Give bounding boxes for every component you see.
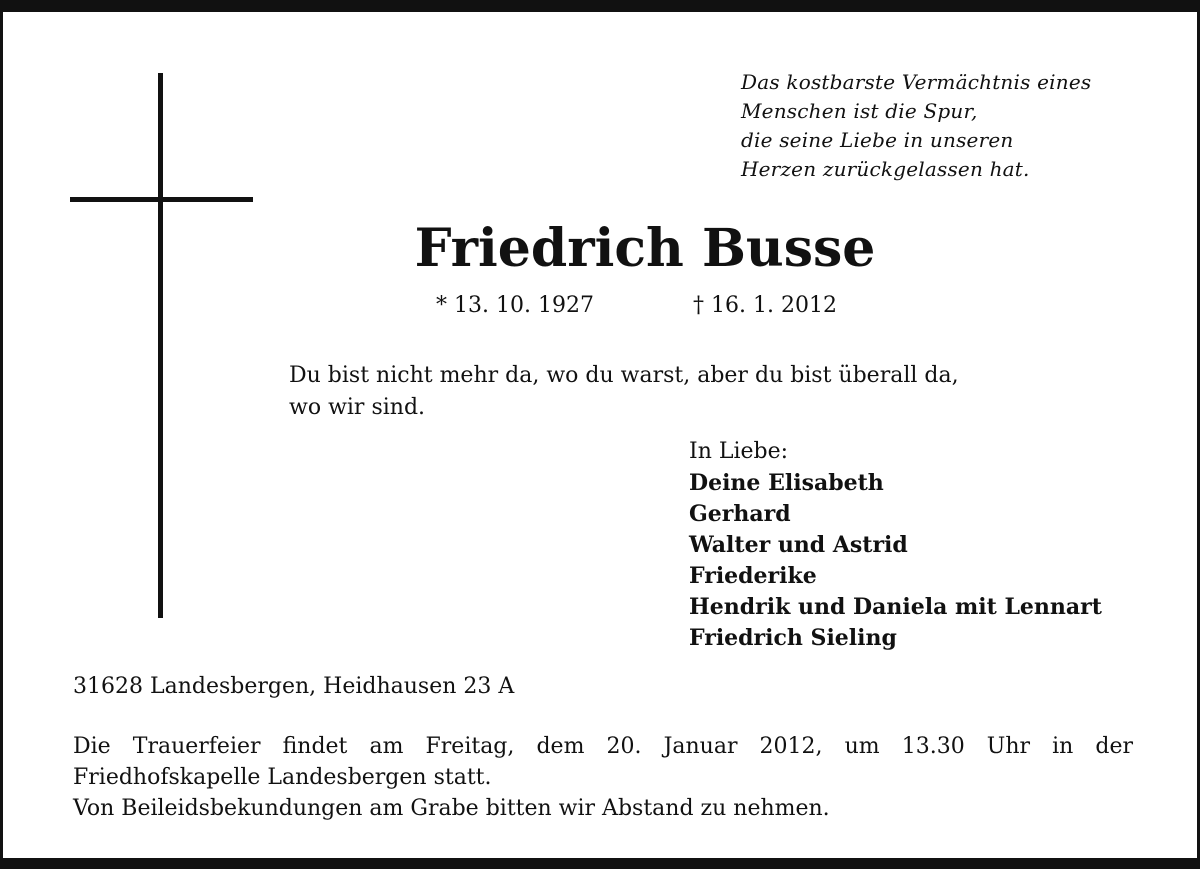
ceremony-line: Friedhofskapelle Landesbergen statt. <box>73 765 492 790</box>
quote-line: Das kostbarste Vermächtnis eines <box>741 70 1092 94</box>
mourner-name: Walter und Astrid <box>689 532 908 558</box>
saying-line: wo wir sind. <box>289 395 426 420</box>
quote-line: Herzen zurückgelassen hat. <box>741 157 1030 181</box>
mourner-name: Gerhard <box>689 501 791 527</box>
family-address: 31628 Landesbergen, Heidhausen 23 A <box>73 674 515 699</box>
memorial-saying <box>289 360 959 424</box>
mourner-name: Deine Elisabeth <box>689 470 884 496</box>
ceremony-line: Die Trauerfeier findet am Freitag, dem 20. Januar 2012, um 13.30 Uhr in der <box>73 734 1133 759</box>
memorial-quote <box>741 68 1191 184</box>
birth-date: * 13. 10. 1927 <box>436 293 594 318</box>
quote-line: Menschen ist die Spur, <box>741 99 978 123</box>
saying-line: Du bist nicht mehr da, wo du warst, aber du bist überall da, <box>289 363 959 388</box>
mourners-intro: In Liebe: <box>689 439 789 464</box>
ceremony-line: Von Beileidsbekundungen am Grabe bitten wir Abstand zu nehmen. <box>73 796 830 821</box>
deceased-name: Friedrich Busse <box>414 218 876 279</box>
mourner-name: Friederike <box>689 563 817 589</box>
ceremony-information <box>73 731 1133 824</box>
quote-line: die seine Liebe in unseren <box>741 128 1014 152</box>
cross-icon-vertical-beam <box>158 73 163 618</box>
cross-icon-horizontal-beam <box>70 197 253 202</box>
mourners-list <box>689 436 1102 654</box>
death-date: † 16. 1. 2012 <box>693 293 837 318</box>
mourner-name: Hendrik und Daniela mit Lennart <box>689 594 1102 620</box>
mourner-name: Friedrich Sieling <box>689 625 897 651</box>
